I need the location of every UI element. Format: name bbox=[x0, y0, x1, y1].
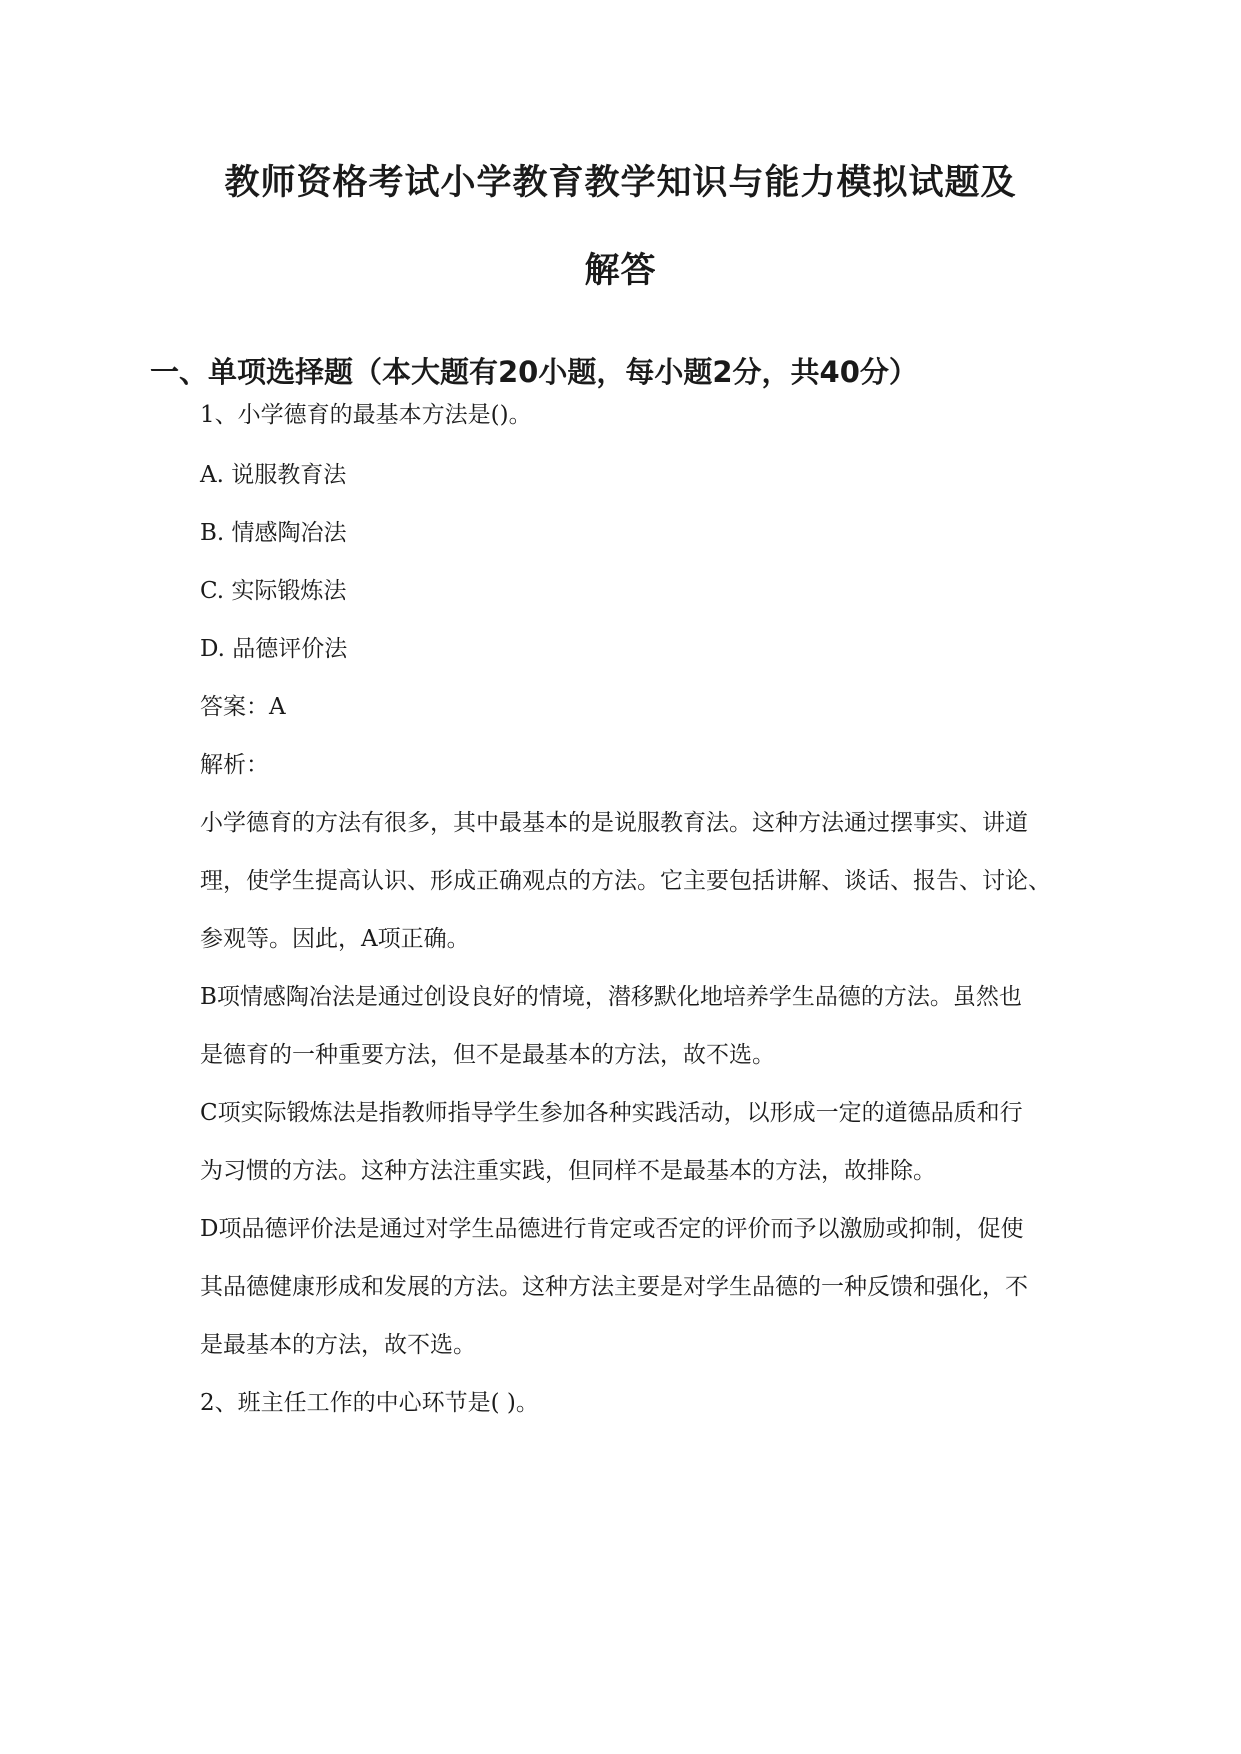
analysis-line: 为习惯的方法。这种方法注重实践，但同样不是最基本的方法，故排除。 bbox=[200, 1158, 936, 1184]
question-1-option-d: D. 品德评价法 bbox=[200, 636, 348, 662]
question-1-analysis-label: 解析： bbox=[200, 752, 269, 778]
analysis-line: 其品德健康形成和发展的方法。这种方法主要是对学生品德的一种反馈和强化，不 bbox=[200, 1274, 1028, 1300]
question-1-option-c: C. 实际锻炼法 bbox=[200, 578, 347, 604]
analysis-line: D项品德评价法是通过对学生品德进行肯定或否定的评价而予以激励或抑制，促使 bbox=[200, 1216, 1024, 1242]
analysis-line: 小学德育的方法有很多，其中最基本的是说服教育法。这种方法通过摆事实、讲道 bbox=[200, 810, 1028, 836]
section-heading: 一、单项选择题（本大题有20小题，每小题2分，共40分） bbox=[150, 355, 918, 389]
question-1-option-b: B. 情感陶冶法 bbox=[200, 520, 347, 546]
document-title-line-2: 解答 bbox=[584, 251, 657, 291]
question-2-stem: 2、班主任工作的中心环节是( )。 bbox=[200, 1390, 539, 1416]
document-title-line-1: 教师资格考试小学教育教学知识与能力模拟试题及 bbox=[224, 163, 1017, 203]
analysis-line: C项实际锻炼法是指教师指导学生参加各种实践活动，以形成一定的道德品质和行 bbox=[200, 1100, 1023, 1126]
analysis-line: 参观等。因此，A项正确。 bbox=[200, 926, 470, 952]
question-1-stem: 1、小学德育的最基本方法是()。 bbox=[200, 402, 532, 428]
question-1-option-a: A. 说服教育法 bbox=[200, 462, 347, 488]
question-1-answer: 答案：A bbox=[200, 694, 286, 720]
analysis-line: 理，使学生提高认识、形成正确观点的方法。它主要包括讲解、谈话、报告、讨论、 bbox=[200, 868, 1051, 894]
analysis-line: B项情感陶冶法是通过创设良好的情境，潜移默化地培养学生品德的方法。虽然也 bbox=[200, 984, 1022, 1010]
analysis-line: 是最基本的方法，故不选。 bbox=[200, 1332, 476, 1358]
analysis-line: 是德育的一种重要方法，但不是最基本的方法，故不选。 bbox=[200, 1042, 775, 1068]
